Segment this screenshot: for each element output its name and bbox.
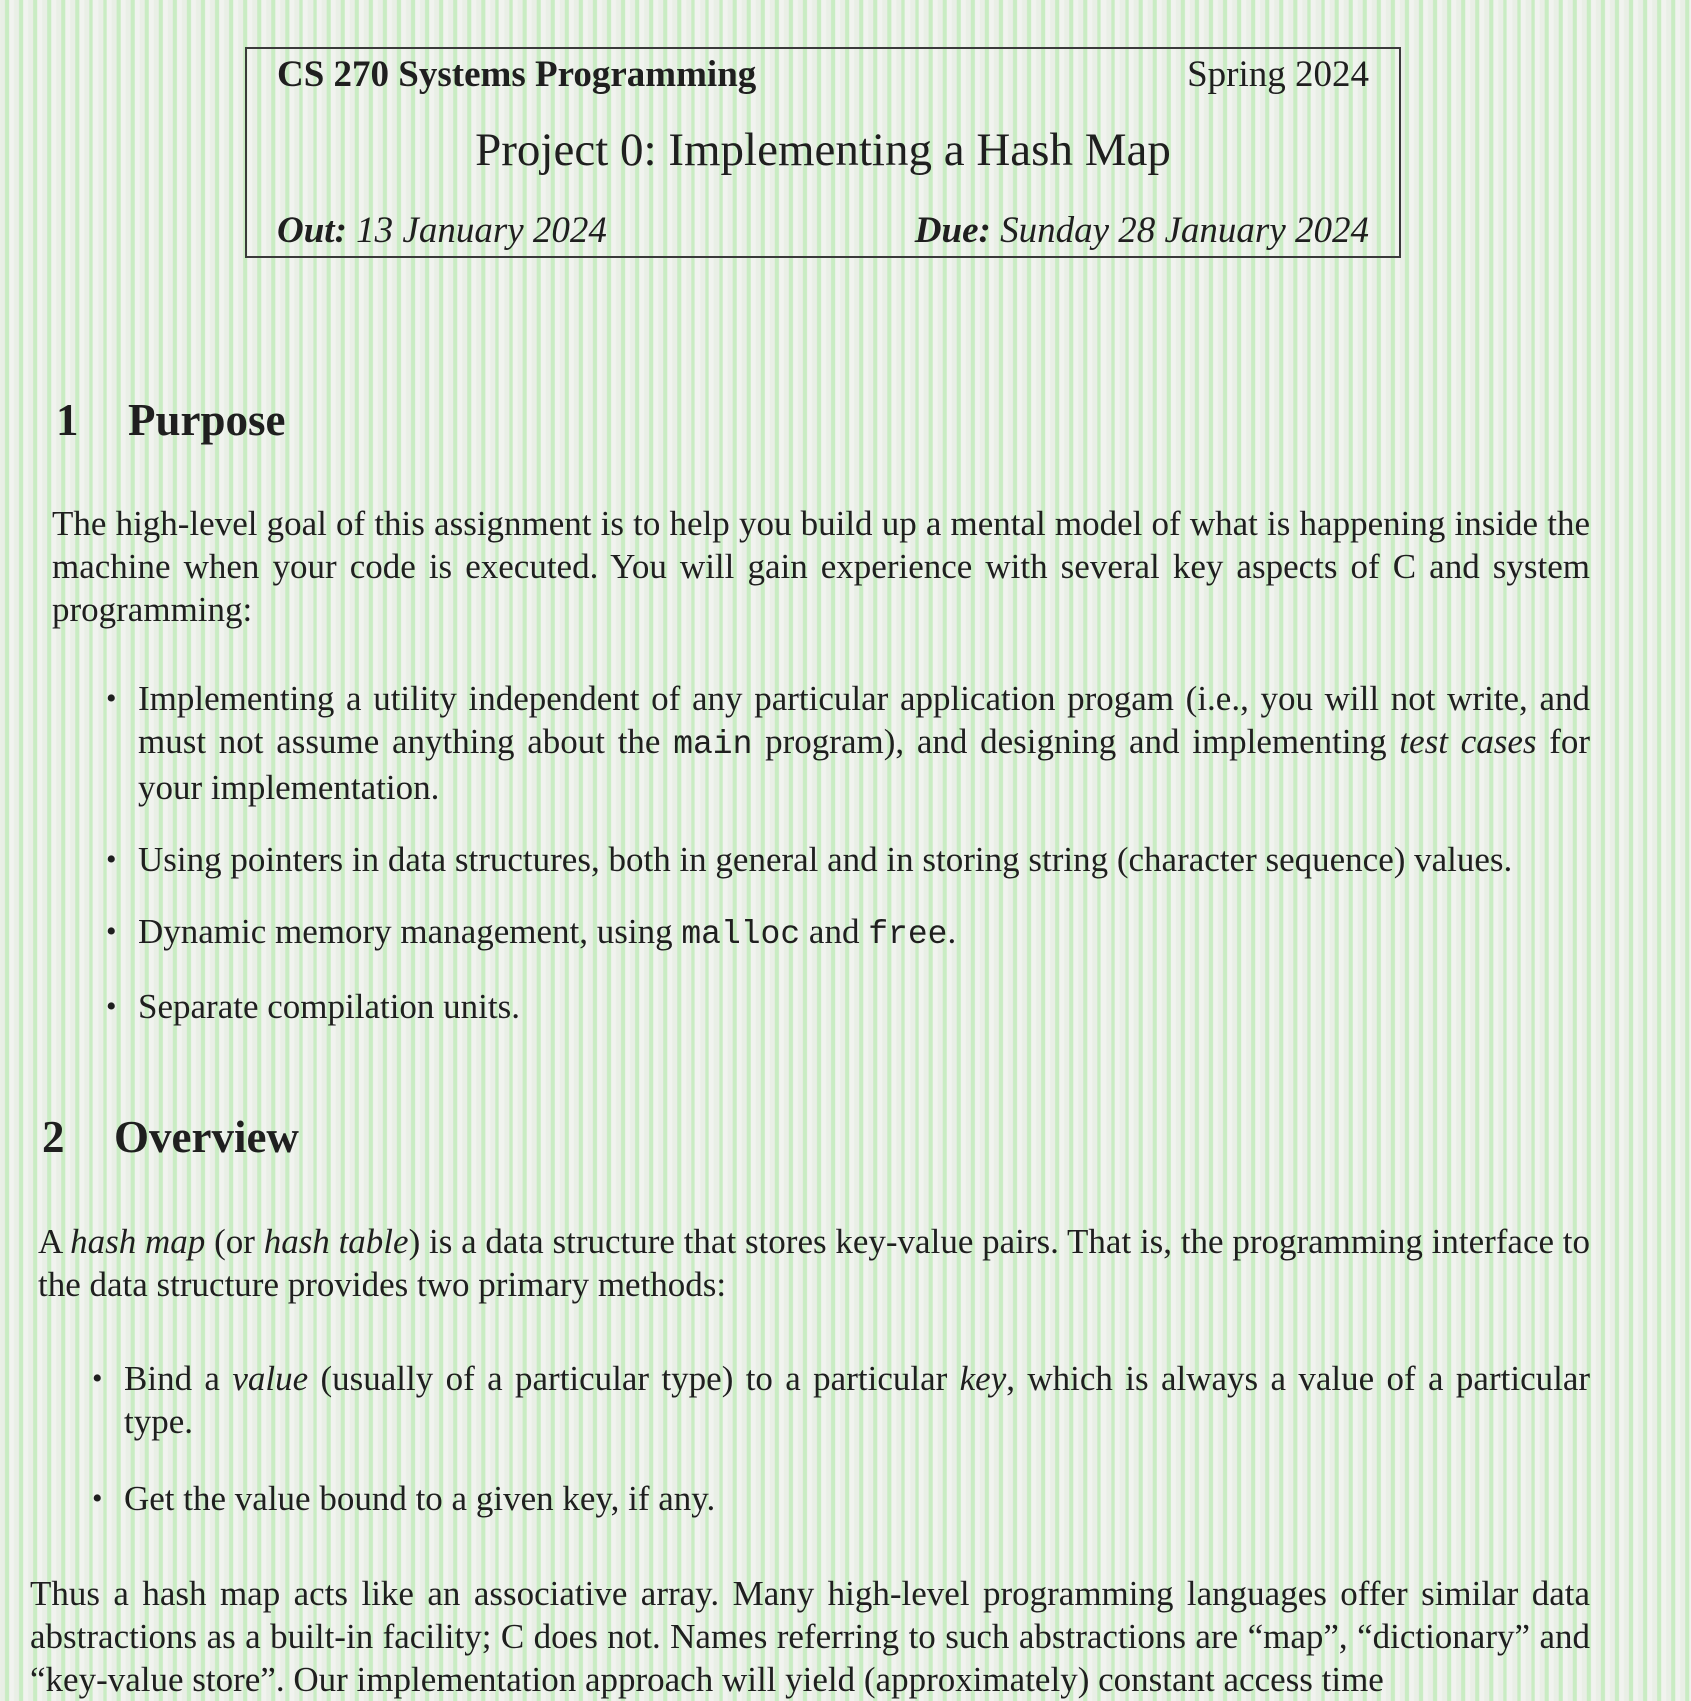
inline-code: free (868, 916, 948, 953)
list-item: • Using pointers in data structures, both in general and in storing string (character sequence) values. (106, 838, 1590, 881)
list-item (106, 910, 1590, 956)
header-dates-row (277, 209, 1369, 252)
bullet-text: . (947, 912, 957, 951)
bullet-text: Bind a (124, 1359, 220, 1398)
due-date-line (915, 209, 1369, 252)
due-date: Sunday 28 January 2024 (1000, 210, 1369, 251)
paragraph-text: A (38, 1222, 62, 1261)
purpose-bullet-list (106, 677, 1590, 1028)
paragraph-text: ) is a data structure that stores key-value pairs. That is, the programming interface to the data structure provides two primary methods: (38, 1222, 1591, 1304)
term: Spring 2024 (1187, 54, 1369, 95)
project-title: Project 0: Implementing a Hash Map (475, 124, 1171, 176)
list-item (106, 677, 1590, 809)
associative-array-paragraph: Thus a hash map acts like an associative array. Many high-level programming languages offer similar data abstractions as a built-in facility; C does not. Names referring to such abstractions are “map”, “dictionary” and “key-value store”. Our implementation approach will yield (approximately) constant access time (30, 1574, 1590, 1699)
header-top-row (277, 53, 1369, 96)
list-item (92, 1357, 1590, 1443)
emphasis: hash table (263, 1222, 409, 1261)
inline-code: malloc (681, 916, 801, 953)
overview-bullet-list (92, 1357, 1590, 1520)
bullet-text: for your implementation. (138, 722, 1591, 807)
section-number: 1 (56, 395, 79, 445)
section-heading-overview (42, 1111, 299, 1163)
bullet-text: Dynamic memory management, using (138, 912, 673, 951)
list-item: • Get the value bound to a given key, if any. (92, 1477, 1590, 1520)
section-heading-purpose (56, 394, 286, 446)
emphasis: test cases (1399, 722, 1537, 761)
bullet-text: program), and designing and implementing (765, 722, 1387, 761)
section-title: Overview (114, 1112, 299, 1162)
emphasis: hash map (70, 1222, 206, 1261)
list-item: • Separate compilation units. (106, 985, 1590, 1028)
section-title: Purpose (128, 395, 286, 445)
emphasis: value (232, 1359, 309, 1398)
section-number: 2 (42, 1112, 65, 1162)
emphasis: key (959, 1359, 1007, 1398)
course-name: CS 270 Systems Programming (277, 54, 757, 95)
out-date-line (277, 209, 607, 252)
due-label: Due: (914, 210, 991, 251)
overview-paragraph (38, 1220, 1590, 1306)
out-label: Out: (277, 210, 347, 251)
assignment-header-box (245, 47, 1401, 258)
paragraph-text: (or (214, 1222, 255, 1261)
bullet-text: Implementing a utility independent of any particular application progam (i.e., you will not write, and must not assume anything about the (138, 679, 1590, 761)
bullet-text: , which is always a value of a particular type. (124, 1359, 1591, 1441)
out-date: 13 January 2024 (356, 210, 607, 251)
bullet-text: (usually of a particular type) to a particular (320, 1359, 948, 1398)
inline-code: main (673, 726, 753, 763)
bullet-text: and (808, 912, 860, 951)
purpose-paragraph: The high-level goal of this assignment is to help you build up a mental model of what is happening inside the machine when your code is executed. You will gain experience with several key aspects of C and system programming: (52, 504, 1590, 629)
